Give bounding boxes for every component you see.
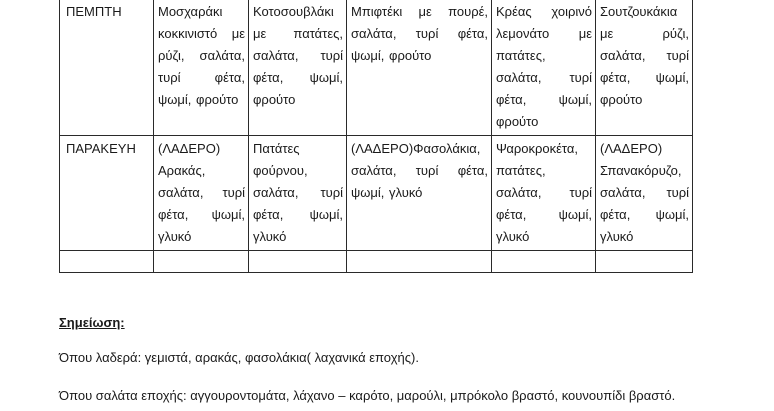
empty-cell xyxy=(596,251,693,273)
meal-cell xyxy=(347,136,492,251)
empty-cell xyxy=(60,251,154,273)
meal-text: Σουτζουκάκια με ρύζι, σαλάτα, τυρί φέτα, ψωμί, φρούτο xyxy=(600,4,689,107)
table-row-friday xyxy=(60,136,693,251)
day-cell xyxy=(60,136,154,251)
note-seasonal-salad: Όπου σαλάτα εποχής: αγγουροντομάτα, λάχανο – καρότο, μαρούλι, μπρόκολο βραστό, κουνουπίδι βραστό. xyxy=(59,388,676,403)
day-label: ΠΕΜΠΤΗ xyxy=(66,4,122,19)
empty-cell xyxy=(154,251,249,273)
meal-text: Μοσχαράκι κοκκινιστό με ρύζι, σαλάτα, τυρί φέτα, ψωμί, φρούτο xyxy=(158,4,245,107)
meal-cell xyxy=(154,136,249,251)
meal-text: Ψαροκροκέτα, πατάτες, σαλάτα, τυρί φέτα, ψωμί, γλυκό xyxy=(496,141,592,244)
meal-text: Κοτοσουβλάκι με πατάτες, σαλάτα, τυρί φέτα, ψωμί, φρούτο xyxy=(253,4,343,107)
meal-text: (ΛΑΔΕΡΟ) Αρακάς, σαλάτα, τυρί φέτα, ψωμί, γλυκό xyxy=(158,141,245,244)
meal-text: Πατάτες φούρνου, σαλάτα, τυρί φέτα, ψωμί, γλυκό xyxy=(253,141,343,244)
empty-cell xyxy=(249,251,347,273)
meal-cell xyxy=(492,0,596,136)
weekly-menu-table xyxy=(59,0,693,273)
meal-cell xyxy=(596,136,693,251)
meal-cell xyxy=(249,136,347,251)
empty-cell xyxy=(492,251,596,273)
meal-cell xyxy=(492,136,596,251)
day-label: ΠΑΡΑΚΕΥΗ xyxy=(66,141,136,156)
note-oily-dishes: Όπου λαδερά: γεμιστά, αρακάς, φασολάκια( λαχανικά εποχής). xyxy=(59,350,419,365)
table-row-empty xyxy=(60,251,693,273)
meal-cell xyxy=(347,0,492,136)
meal-text: Μπιφτέκι με πουρέ, σαλάτα, τυρί φέτα, ψωμί, φρούτο xyxy=(351,4,488,63)
meal-text: (ΛΑΔΕΡΟ)Φασολάκια, σαλάτα, τυρί φέτα, ψωμί, γλυκό xyxy=(351,141,488,200)
day-cell xyxy=(60,0,154,136)
meal-text: Κρέας χοιρινό λεμονάτο με πατάτες, σαλάτα, τυρί φέτα, ψωμί, φρούτο xyxy=(496,4,592,129)
meal-text: (ΛΑΔΕΡΟ) Σπανακόρυζο, σαλάτα, τυρί φέτα, ψωμί, γλυκό xyxy=(600,141,689,244)
meal-cell xyxy=(249,0,347,136)
empty-cell xyxy=(347,251,492,273)
table-row-thursday xyxy=(60,0,693,136)
note-heading: Σημείωση: xyxy=(59,315,125,330)
meal-cell xyxy=(154,0,249,136)
meal-cell xyxy=(596,0,693,136)
